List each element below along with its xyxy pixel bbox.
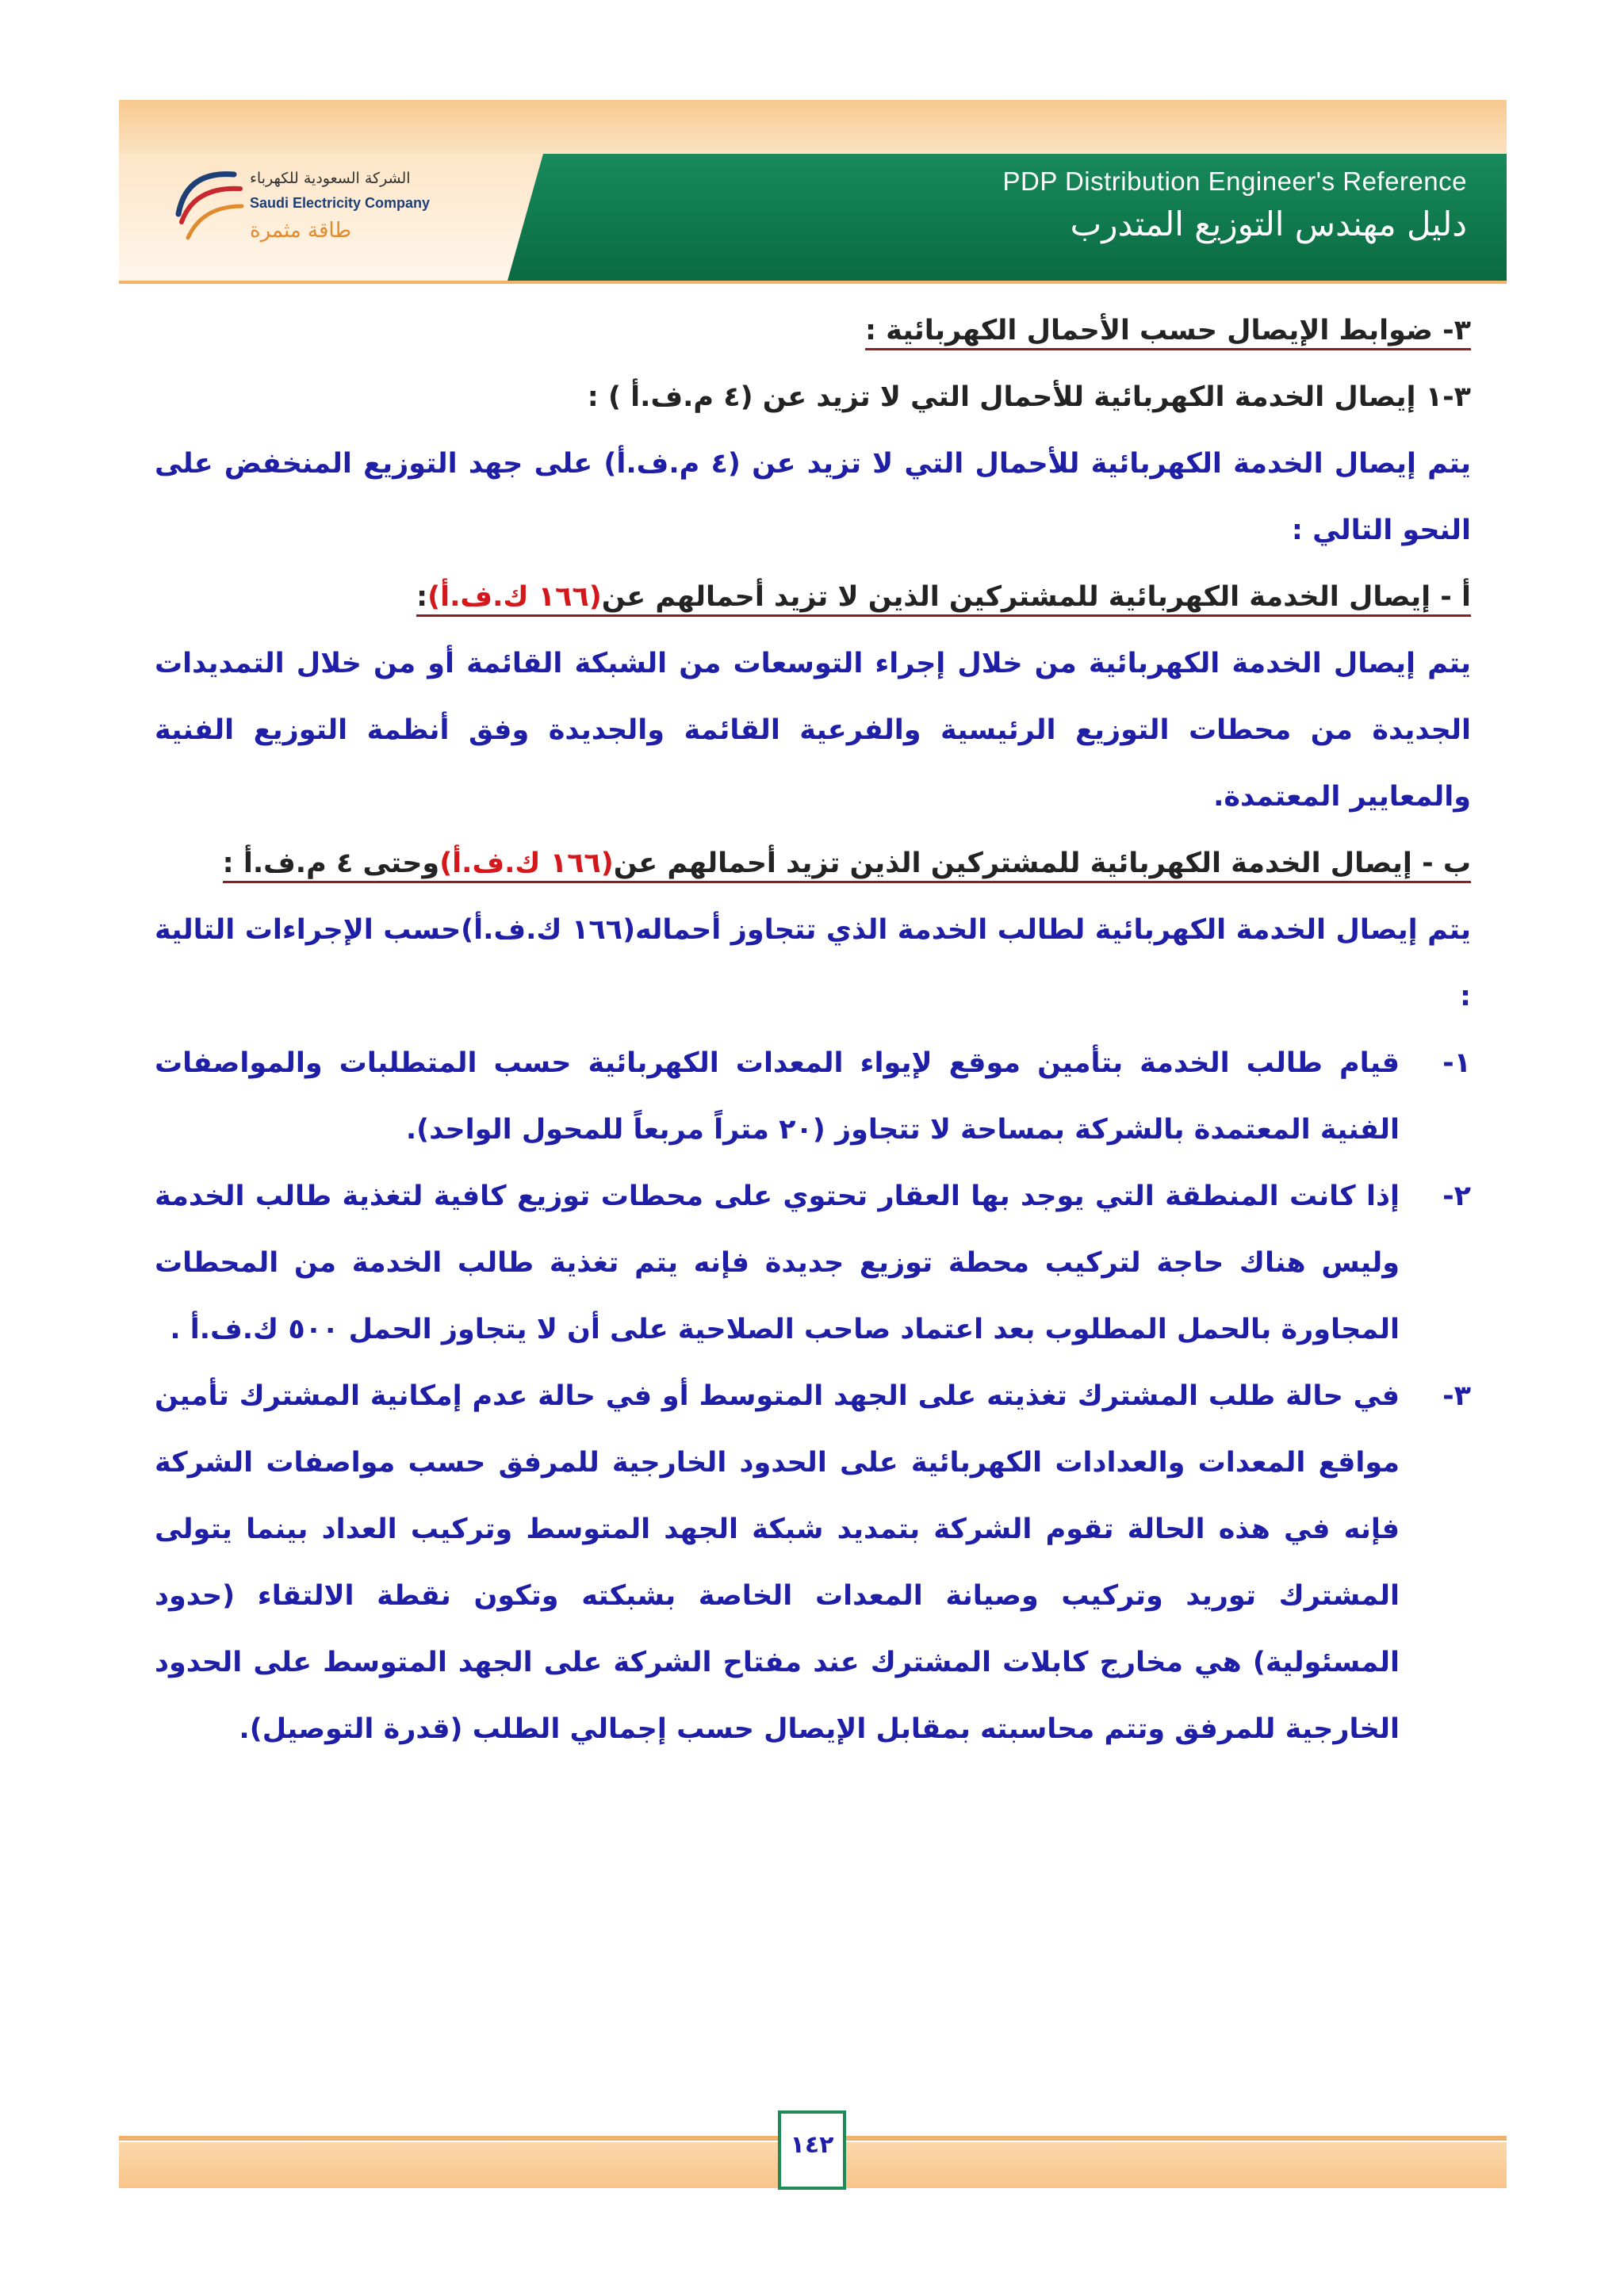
item-b-heading: [155, 830, 1471, 897]
section-title: ٣- ضوابط الإيصال حسب الأحمال الكهربائية :: [155, 297, 1471, 364]
list-item-text: قيام طالب الخدمة بتأمين موقع لإيواء المعدات الكهربائية حسب المتطلبات والمواصفات الفنية المعتمدة بالشركة بمساحة لا تتجاوز (٢٠ متراً مربعاً للمحول الواحد).: [155, 1047, 1400, 1146]
page-number-box: [778, 2110, 846, 2190]
item-a-paragraph: يتم إيصال الخدمة الكهربائية من خلال إجراء التوسعات من الشبكة القائمة أو من خلال التمديدات الجديدة من محطات التوزيع الرئيسية والفرعية القائمة والجديدة وفق أنظمة التوزيع الفنية والمعايير المعتمدة.: [155, 648, 1471, 813]
header-title-arabic: دليل مهندس التوزيع المتدرب: [1070, 205, 1467, 243]
sec-logo-icon: [170, 159, 246, 262]
list-item-number: ١-: [1442, 1047, 1471, 1079]
header-top-band: [119, 100, 1507, 154]
item-b-highlight: (١٦٦ ك.ف.أ): [439, 848, 614, 879]
company-logo: [170, 159, 488, 270]
list-item-number: ٢-: [1442, 1181, 1471, 1212]
header-divider: [119, 281, 1507, 284]
item-b-heading-text: ب - إيصال الخدمة الكهربائية للمشتركين الذين تزيد أحمالهم عن: [613, 848, 1471, 879]
item-b-paragraph: يتم إيصال الخدمة الكهربائية لطالب الخدمة الذي تتجاوز أحماله(١٦٦ ك.ف.أ)حسب الإجراءات التالية :: [155, 914, 1472, 1012]
main-content: [155, 297, 1471, 1762]
list-item: [155, 1363, 1471, 1762]
list-item: [155, 1030, 1471, 1163]
logo-name-english: Saudi Electricity Company: [250, 195, 431, 211]
sub-title: ٣-١ إيصال الخدمة الكهربائية للأحمال التي لا تزيد عن (٤ م.ف.أ ) :: [587, 381, 1471, 413]
page-number: ١٤٢: [790, 2131, 834, 2159]
item-a-heading-text: أ - إيصال الخدمة الكهربائية للمشتركين الذين لا تزيد أحمالهم عن: [601, 581, 1471, 613]
list-item-text: إذا كانت المنطقة التي يوجد بها العقار تحتوي على محطات توزيع كافية لتغذية طالب الخدمة وليس هناك حاجة لتركيب محطة توزيع جديدة فإنه يتم تغذية طالب الخدمة من المحطات المجاورة بالحمل المطلوب بعد اعتماد صاحب الصلاحية على أن لا يتجاوز الحمل ٥٠٠ ك.ف.أ .: [155, 1181, 1400, 1345]
item-a-heading: [155, 564, 1471, 630]
logo-name-arabic: الشركة السعودية للكهرباء: [250, 170, 411, 187]
logo-tagline: طاقة مثمرة: [250, 219, 352, 243]
item-b-heading-end: وحتى ٤ م.ف.أ :: [222, 848, 440, 879]
item-a-heading-end: :: [416, 581, 428, 613]
intro-paragraph: يتم إيصال الخدمة الكهربائية للأحمال التي لا تزيد عن (٤ م.ف.أ) على جهد التوزيع المنخفض على النحو التالي :: [155, 448, 1471, 546]
list-item-text: في حالة طلب المشترك تغذيته على الجهد المتوسط أو في حالة عدم إمكانية المشترك تأمين مواقع المعدات والعدادات الكهربائية على الحدود الخارجية للمرفق حسب مواصفات الشركة فإنه في هذه الحالة تقوم الشركة بتمديد شبكة الجهد المتوسط وتركيب العداد بينما يتولى المشترك توريد وتركيب وصيانة المعدات الخاصة بشبكته وتكون نقطة الالتقاء (حدود المسئولية) هي مخارج كابلات المشترك عند مفتاح الشركة على الجهد المتوسط على الحدود الخارجية للمرفق وتتم محاسبته بمقابل الإيصال حسب إجمالي الطلب (قدرة التوصيل).: [155, 1380, 1400, 1745]
item-a-highlight: (١٦٦ ك.ف.أ): [427, 581, 602, 613]
list-item: [155, 1163, 1471, 1363]
header-title-english: PDP Distribution Engineer's Reference: [1002, 166, 1467, 196]
list-item-number: ٣-: [1442, 1380, 1471, 1412]
